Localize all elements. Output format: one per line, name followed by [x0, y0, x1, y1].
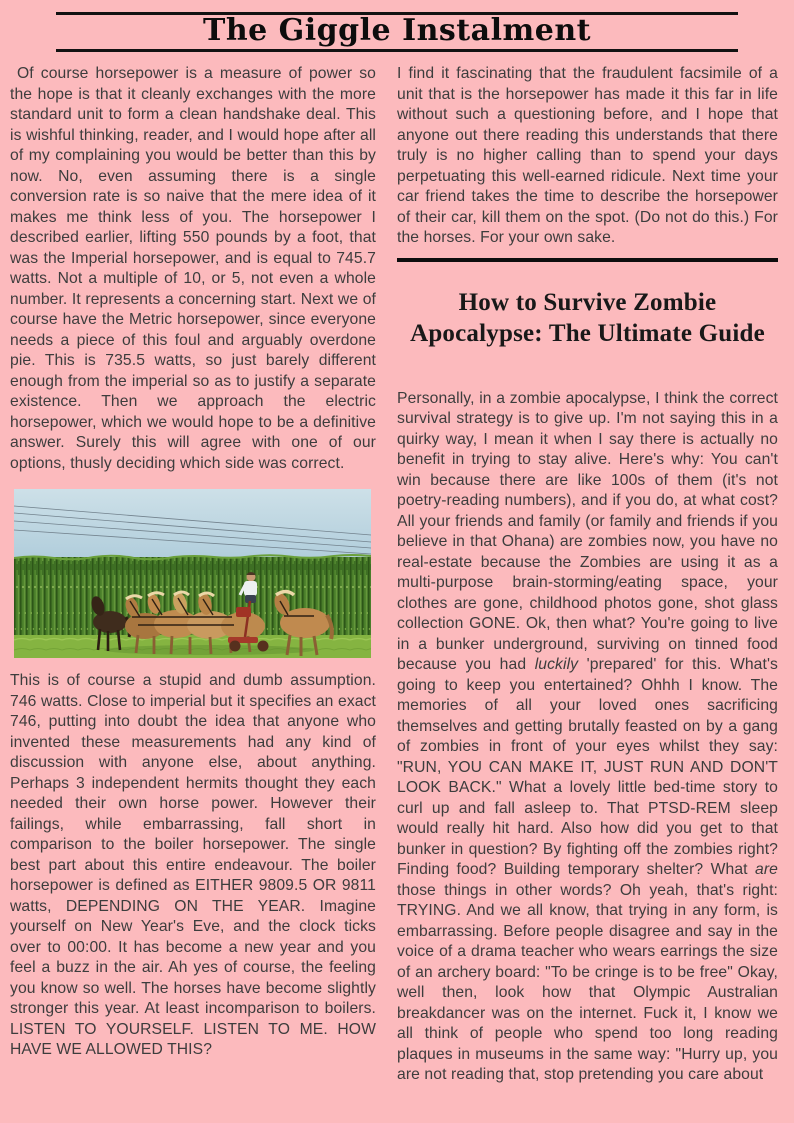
zombie-guide-heading-line2: Apocalypse: The Ultimate Guide — [410, 319, 765, 347]
left-column — [10, 64, 376, 1086]
zombie-guide-heading — [397, 287, 778, 349]
masthead-rules — [56, 12, 738, 52]
right-column — [397, 64, 778, 1086]
horse-photo-illustration — [14, 489, 371, 658]
paragraph-zombie-guide: Personally, in a zombie apocalypse, I think the correct survival strategy is to give up. I'm not saying this in a quirky way, I mean it when I say there is actually no benefit in trying to stay alive. Here's why: You can't win because there are like 100s of them (it's not poetry-reading numbers), and if you do, at what cost? All your friends and family (or family and friends if you believe in that Ohana) are zombies now, you have no real-estate because the Zombies are using it as a multi-purpose brain-storming/eating space, your clothes are gone, childhood photos gone, shot glass collection GONE. Ok, then what? You're going to live in a bunker underground, surviving on tinned food because you had luckily 'prepared' for this. What's going to keep you entertained? Ohhh I know. The memories of all your loved ones sacrificing themselves and getting brutally feasted on by a gang of zombies in front of your eyes whilst they say: "RUN, YOU CAN MAKE IT, JUST RUN AND DON'T LOOK BACK." What a lovely little bed-time story to curl up and fall asleep to. That PTSD-REM sleep would really hit hard. Also how did you get to that bunker in question? By fighting off the zombies right? Finding food? Building temporary shelter? What are those things in other words? Oh yeah, that's right: TRYING. And we all know, that trying in any form, is embarrassing. Before people disagree and say in the voice of a drama teacher who wears earrings the size of an archery board: "To be cringe is to be free" Okay, well then, look how that Olympic Australian breakdancer was on the internet. Fuck it, I know we all think of people who spend too long reading plaques in museums in the same way: "Hurry up, you are not reading that, stop pretending you care about — [397, 389, 778, 1083]
zombie-guide-heading-line1: How to Survive Zombie — [458, 288, 717, 316]
horse-team-cornfield-photo — [14, 489, 371, 658]
article-columns — [0, 52, 794, 1086]
paragraph-horsepower-conclusion: I find it fascinating that the fraudulent facsimile of a unit that is the horsepower has made it this far in life without such a questioning before, and I hope that anyone out there reading this understands that there truly is no higher calling than to spend your days perpetuating this well-earned ridicule. Next time your car friend takes the time to describe the horsepower of their car, kill them on the spot. (Do not do this.) For the horses. For your own sake. — [397, 65, 778, 246]
paragraph-horsepower-units: Of course horsepower is a measure of power so the hope is that it cleanly exchanges with the more standard unit to form a clean handshake deal. This is wishful thinking, reader, and I would hope after all of my complaining you would be better than this by now. No, even assuming there is a single conversion rate is so naive that the mere idea of it makes me think less of you. The horsepower I described earlier, lifting 550 pounds by a foot, that was the Imperial horsepower, and is equal to 745.7 watts. Not a multiple of 10, or 5, not even a whole number. It represents a concerning start. Next we of course have the Metric horsepower, since everyone needs a piece of this foul and arguably overdone pie. This is 735.5 watts, so just barely different enough from the imperial so as to justify a separate existence. Then we approach the electric horsepower, which we would hope to be a definitive answer. Surely this will agree with one of our options, thusly deciding which side was correct. — [10, 65, 376, 472]
section-divider-rule — [397, 258, 778, 262]
paragraph-boiler-horsepower: This is of course a stupid and dumb assumption. 746 watts. Close to imperial but it specifies an exact 746, putting into doubt the idea that anyone who invented these measurements had any kind of discussion with anyone else, about anything. Perhaps 3 independent hermits thought they each needed their own horse power. However their failings, while embarrassing, fall short in comparison to the boiler horsepower. The single best part about this entire endeavour. The boiler horsepower is defined as EITHER 9809.5 OR 9811 watts, DEPENDING ON THE YEAR. Imagine yourself on New Year's Eve, and the clock ticks over to 00:00. It has become a new year and you feel a buzz in the air. Ah yes of course, the feeling you know so well. The horses have become slightly stronger this year. At least incomparison to boilers. LISTEN TO YOURSELF. LISTEN TO ME. HOW HAVE WE ALLOWED THIS? — [10, 672, 376, 1058]
masthead-title: The Giggle Instalment — [203, 13, 591, 48]
masthead — [56, 0, 738, 52]
